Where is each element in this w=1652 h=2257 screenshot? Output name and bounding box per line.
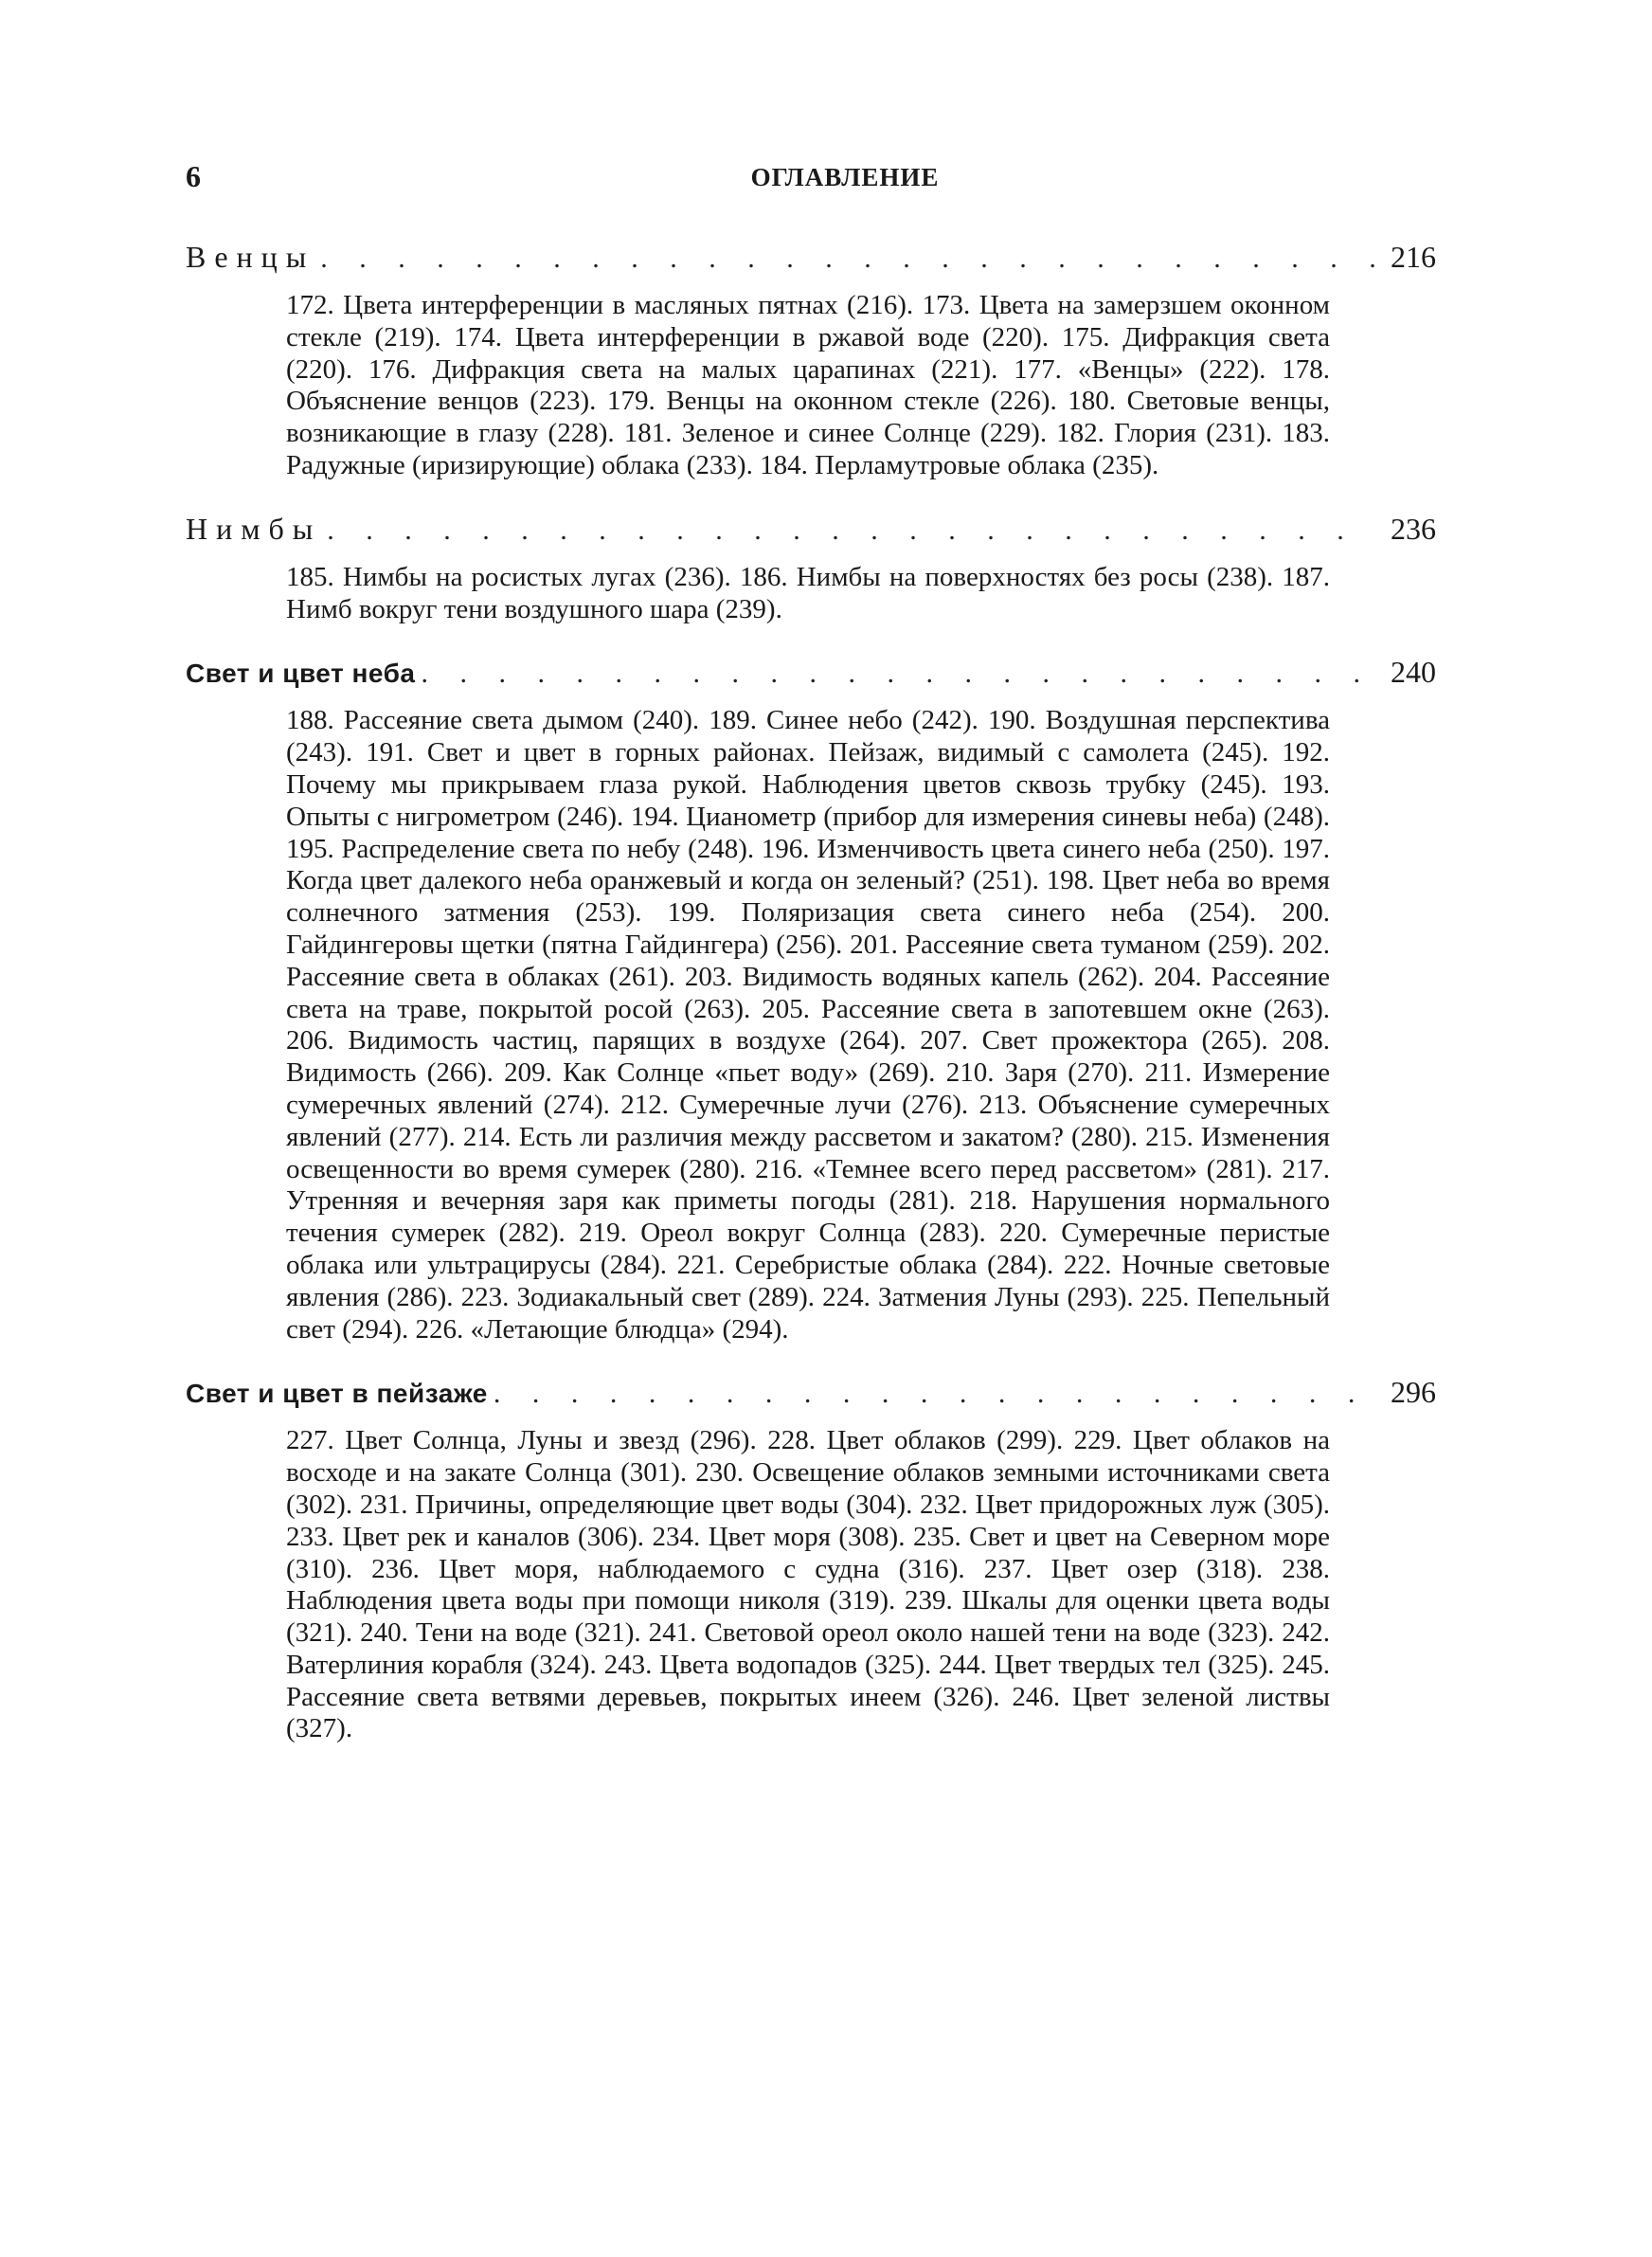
section-entries: 185. Нимбы на росистых лугах (236). 186. Нимбы на поверхностях без росы (238). 187. Нимб вокруг тени воздушного шара (239). (286, 561, 1330, 624)
dot-leader (422, 652, 1378, 695)
dot-leader (327, 509, 1377, 552)
section-page-number: 236 (1391, 511, 1436, 546)
toc-heading-row[interactable] (186, 507, 1436, 551)
section-title: Свет и цвет неба (186, 659, 416, 689)
toc-heading-row[interactable] (186, 650, 1436, 694)
toc-section-landscape-light (186, 1370, 1436, 1745)
toc-heading-row[interactable] (186, 1370, 1436, 1414)
section-title: Нимбы (186, 511, 322, 546)
section-entries: 172. Цвета интерференции в масляных пятнах (216). 173. Цвета на замерзшем оконном стекле (219). 174. Цвета интерференции в ржавой воде (220). 175. Дифракция света (220). 176. Дифракция света на малых царапинах (221). 177. «Венцы» (222). 178. Объяснение венцов (223). 179. Венцы на оконном стекле (226). 180. Световые венцы, возникающие в глазу (228). 181. Зеленое и синее Солнце (229). 182. Глория (231). 183. Радужные (иризирующие) облака (233). 184. Перламутровые облака (235). (286, 290, 1330, 480)
section-title: Венцы (186, 240, 315, 274)
section-entries: 227. Цвет Солнца, Луны и звезд (296). 228. Цвет облаков (299). 229. Цвет облаков на восходе и на закате Солнца (301). 230. Освещение облаков земными источниками света (302). 231. Причины, определяющие цвет воды (304). 232. Цвет придорожных луж (305). 233. Цвет рек и каналов (306). 234. Цвет моря (308). 235. Свет и цвет на Северном море (310). 236. Цвет моря, наблюдаемого с судна (316). 237. Цвет озер (318). 238. Наблюдения цвета воды при помощи николя (319). 239. Шкалы для оценки цвета воды (321). 240. Тени на воде (321). 241. Световой ореол около нашей тени на воде (323). 242. Ватерлиния корабля (324). 243. Цвета водопадов (325). 244. Цвет твердых тел (325). 245. Рассеяние света ветвями деревьев, покрытых инеем (326). 246. Цвет зеленой листвы (327). (286, 1425, 1330, 1744)
section-page-number: 216 (1391, 240, 1436, 274)
dot-leader (494, 1372, 1377, 1416)
page-number: 6 (186, 159, 201, 193)
section-page-number: 240 (1391, 655, 1436, 690)
toc-heading-row[interactable] (186, 235, 1436, 279)
section-entries: 188. Рассеяние света дымом (240). 189. Синее небо (242). 190. Воздушная перспектива (243). 191. Свет и цвет в горных районах. Пейзаж, видимый с самолета (245). 192. Почему мы прикрываем глаза рукой. Наблюдения цветов сквозь трубку (245). 193. Опыты с нигрометром (246). 194. Цианометр (прибор для измерения синевы неба) (248). 195. Распределение света по небу (248). 196. Изменчивость цвета синего неба (250). 197. Когда цвет далекого неба оранжевый и когда он зеленый? (251). 198. Цвет неба во время солнечного затмения (253). 199. Поляризация света синего неба (254). 200. Гайдингеровы щетки (пятна Гайдингера) (256). 201. Рассеяние света туманом (259). 202. Рассеяние света в облаках (261). 203. Видимость водяных капель (262). 204. Рассеяние света на траве, покрытой росой (263). 205. Рассеяние света в запотевшем окне (263). 206. Видимость частиц, парящих в воздухе (264). 207. Свет прожектора (265). 208. Видимость (266). 209. Как Солнце «пьет воду» (269). 210. Заря (270). 211. Измерение сумеречных явлений (274). 212. Сумеречные лучи (276). 213. Объяснение сумеречных явлений (277). 214. Есть ли различия между рассветом и закатом? (280). 215. Изменения освещенности во время сумерек (280). 216. «Темнее всего перед рассветом» (281). 217. Утренняя и вечерняя заря как приметы погоды (281). 218. Нарушения нормального течения сумерек (282). 219. Ореол вокруг Солнца (283). 220. Сумеречные перистые облака или ультрацирусы (284). 221. Серебристые облака (284). 222. Ночные световые явления (286). 223. Зодиакальный свет (289). 224. Затмения Луны (293). 225. Пепельный свет (294). 226. «Летающие блюдца» (294). (286, 705, 1330, 1345)
running-title: ОГЛАВЛЕНИЕ (750, 163, 940, 191)
dot-leader (320, 237, 1377, 280)
section-page-number: 296 (1391, 1375, 1436, 1410)
toc-section-ventsy (186, 235, 1436, 482)
section-title: Свет и цвет в пейзаже (186, 1379, 488, 1409)
toc-section-nimby (186, 507, 1436, 626)
toc-section-sky-light (186, 650, 1436, 1345)
table-of-contents (186, 235, 1436, 1770)
